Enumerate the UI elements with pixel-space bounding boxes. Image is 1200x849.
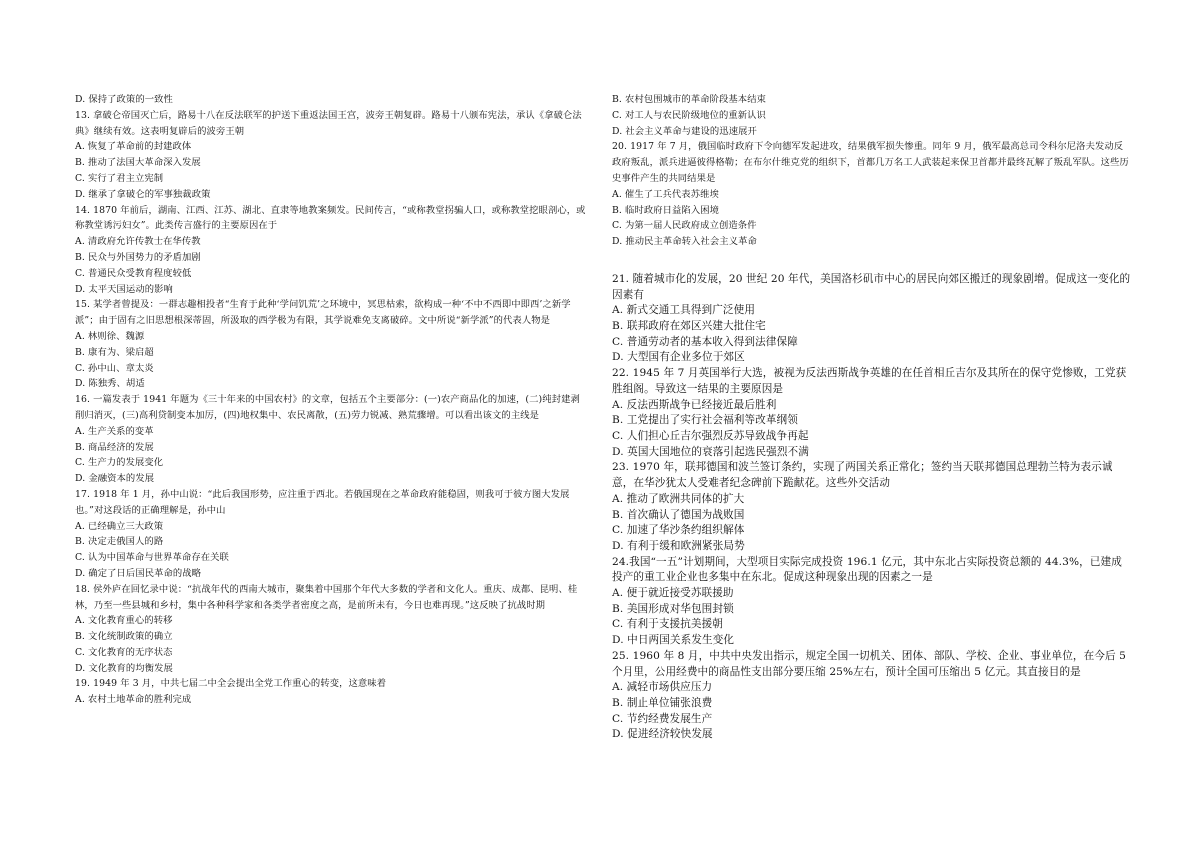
text-line: 21. 随着城市化的发展，20 世纪 20 年代，美国洛杉矶市中心的居民向郊区搬迁的现象剧增。促成这一变化的因素有 bbox=[612, 272, 1131, 301]
text-line: D. 大型国有企业多位于郊区 bbox=[612, 351, 745, 364]
text-line: C. 为第一届人民政府成立创造条件 bbox=[612, 220, 757, 232]
text-line: D. 继承了拿破仑的军事独裁政策 bbox=[75, 188, 211, 200]
text-line: C. 实行了君主立宪制 bbox=[75, 172, 164, 184]
right-column-bottom bbox=[612, 272, 1132, 743]
text-line: 20. 1917 年 7 月，俄国临时政府下令向德军发起进攻，结果俄军损失惨重。同年 9 月，俄军最高总司令科尔尼洛夫发动反政府叛乱，派兵进逼彼得格勒；在布尔什维克党的组织下，首都几万名工人武装起来保卫首都并最终瓦解了叛乱军队。这些历史事件产生的共同结果是 bbox=[612, 141, 1129, 184]
text-line: A. 减轻市场供应压力 bbox=[612, 681, 713, 694]
text-line: D. 中日两国关系发生变化 bbox=[612, 634, 735, 647]
text-line: D. 英国大国地位的衰落引起选民强烈不满 bbox=[612, 445, 809, 458]
text-line: A. 反法西斯战争已经接近最后胜利 bbox=[612, 398, 777, 411]
text-line: D. 保持了政策的一致性 bbox=[75, 94, 173, 105]
right-column-top bbox=[612, 92, 1132, 250]
text-line: B. 首次确认了德国为战败国 bbox=[612, 508, 745, 521]
text-line: D. 确定了日后国民革命的战略 bbox=[75, 567, 202, 579]
text-line: B. 美国形成对华包围封锁 bbox=[612, 602, 734, 615]
text-line: 23. 1970 年，联邦德国和波兰签订条约，实现了两国关系正常化；签约当天联邦德国总理勃兰特为表示诚意，在华沙犹太人受难者纪念碑前下跪献花。这些外交活动 bbox=[612, 461, 1113, 490]
text-line: A. 恢复了革命前的封建政体 bbox=[75, 141, 192, 153]
text-line: A. 农村土地革命的胜利完成 bbox=[75, 694, 192, 706]
text-line: B. 决定走俄国人的路 bbox=[75, 536, 164, 548]
text-line: A. 催生了工兵代表苏维埃 bbox=[612, 188, 719, 200]
text-line: D. 陈独秀、胡适 bbox=[75, 378, 145, 390]
text-line: C. 孙中山、章太炎 bbox=[75, 362, 154, 374]
text-line: D. 推动民主革命转入社会主义革命 bbox=[612, 236, 757, 248]
text-line: B. 农村包围城市的革命阶段基本结束 bbox=[612, 94, 766, 105]
text-line: A. 推动了欧洲共同体的扩大 bbox=[612, 492, 745, 505]
text-line: A. 新式交通工具得到广泛使用 bbox=[612, 304, 756, 317]
text-line: B. 工党提出了实行社会福利等改革纲领 bbox=[612, 414, 798, 427]
text-line: C. 认为中国革命与世界革命存在关联 bbox=[75, 552, 229, 564]
text-line: C. 普通民众受教育程度较低 bbox=[75, 267, 192, 279]
text-line: D. 金融资本的发展 bbox=[75, 473, 155, 485]
text-line: C. 普通劳动者的基本收入得到法律保障 bbox=[612, 335, 798, 348]
left-column bbox=[75, 92, 587, 708]
text-line: A. 清政府允许传教士在华传教 bbox=[75, 236, 201, 248]
text-line: C. 节约经费发展生产 bbox=[612, 712, 713, 725]
text-line: B. 康有为、梁启超 bbox=[75, 346, 154, 358]
text-line: 13. 拿破仑帝国灭亡后，路易十八在反法联军的护送下重返法国王宫，波旁王朝复辟。路易十八颁布宪法，承认《拿破仑法典》继续有效。这表明复辟后的波旁王朝 bbox=[75, 109, 582, 137]
text-line: C. 生产力的发展变化 bbox=[75, 457, 164, 469]
text-line: A. 生产关系的变革 bbox=[75, 425, 154, 437]
text-line: 16. 一篇发表于 1941 年题为《三十年来的中国农村》的文章，包括五个主要部分：(一)农产商品化的加速，(二)纯封建剥削归消灭，(三)高利贷制变本加厉，(四)地权集中、农民离散，(五)劳力锐减、熟荒骤增。可以看出该文的主线是 bbox=[75, 394, 580, 421]
text-line: D. 有利于缓和欧洲紧张局势 bbox=[612, 539, 745, 552]
right-column bbox=[612, 92, 1132, 743]
text-line: C. 对工人与农民阶级地位的重新认识 bbox=[612, 109, 766, 121]
text-line: D. 太平天国运动的影响 bbox=[75, 283, 173, 295]
text-line: C. 加速了华沙条约组织解体 bbox=[612, 524, 745, 537]
text-line: D. 文化教育的均衡发展 bbox=[75, 662, 173, 674]
text-line: B. 联邦政府在郊区兴建大批住宅 bbox=[612, 320, 766, 333]
text-line: 19. 1949 年 3 月，中共七届二中全会提出全党工作重心的转变，这意味着 bbox=[75, 678, 387, 690]
text-line: D. 社会主义革命与建设的迅速展开 bbox=[612, 125, 757, 137]
text-line: B. 民众与外国势力的矛盾加剧 bbox=[75, 251, 201, 263]
text-line: 18. 侯外庐在回忆录中说：“抗战年代的西南大城市，聚集着中国那个年代大多数的学者和文化人。重庆、成都、昆明、桂林，乃至一些县城和乡村，集中各种科学家和各类学者密度之高，是前所未有，今日也难再现。”这反映了抗战时期 bbox=[75, 583, 578, 611]
text-line: C. 文化教育的无序状态 bbox=[75, 646, 173, 658]
text-line: C. 人们担心丘吉尔强烈反苏导致战争再起 bbox=[612, 430, 809, 442]
text-line: 24.我国“一五”计划期间，大型项目实际完成投资 196.1 亿元，其中东北占实际投资总额的 44.3%，已建成投产的重工业企业也多集中在东北。促成这种现象出现的因素之一是 bbox=[612, 555, 1122, 584]
text-line: A. 林则徐、魏源 bbox=[75, 330, 145, 342]
section-gap bbox=[612, 250, 1132, 272]
text-line: B. 临时政府日益陷入困境 bbox=[612, 204, 720, 216]
text-line: A. 便于就近接受苏联援助 bbox=[612, 587, 734, 600]
text-line: B. 商品经济的发展 bbox=[75, 441, 154, 453]
text-line: 15. 某学者曾提及：一群志趣相投者“生育于此种‘学问饥荒’之环境中，冥思枯索，欲构成一种‘不中不西即中即西’之新学派”；由于固有之旧思想根深蒂固，所汲取的西学极为有限，其学说难免支离破碎。文中所说“新学派”的代表人物是 bbox=[75, 299, 571, 327]
text-line: B. 推动了法国大革命深入发展 bbox=[75, 157, 201, 169]
text-line: B. 制止单位铺张浪费 bbox=[612, 696, 713, 709]
text-line: 17. 1918 年 1 月，孙中山说：“此后我国形势，应注重于西北。若俄国现在之革命政府能稳固，则我可于彼方图大发展也。”对这段话的正确理解是，孙中山 bbox=[75, 488, 570, 516]
text-line: B. 文化统制政策的确立 bbox=[75, 631, 173, 643]
text-line: C. 有利于支援抗美援朝 bbox=[612, 618, 724, 631]
text-line: D. 促进经济较快发展 bbox=[612, 728, 713, 741]
text-line: A. 已经确立三大政策 bbox=[75, 520, 164, 532]
text-line: 14. 1870 年前后，湖南、江西、江苏、湖北、直隶等地教案频发。民间传言，“或称教堂拐骗人口，或称教堂挖眼剖心，或称教堂诱污妇女”。此类传言盛行的主要原因在于 bbox=[75, 204, 586, 232]
text-line: 22. 1945 年 7 月英国举行大选，被视为反法西斯战争英雄的在任首相丘吉尔及其所在的保守党惨败，工党获胜组阁。导致这一结果的主要原因是 bbox=[612, 367, 1127, 395]
text-line: 25. 1960 年 8 月，中共中央发出指示，规定全国一切机关、团体、部队、学校、企业、事业单位，在今后 5 个月里，公用经费中的商品性支出部分要压缩 25%左右，预计全国可压缩出 5 亿元。其直接目的是 bbox=[612, 649, 1126, 678]
text-line: A. 文化教育重心的转移 bbox=[75, 615, 173, 627]
